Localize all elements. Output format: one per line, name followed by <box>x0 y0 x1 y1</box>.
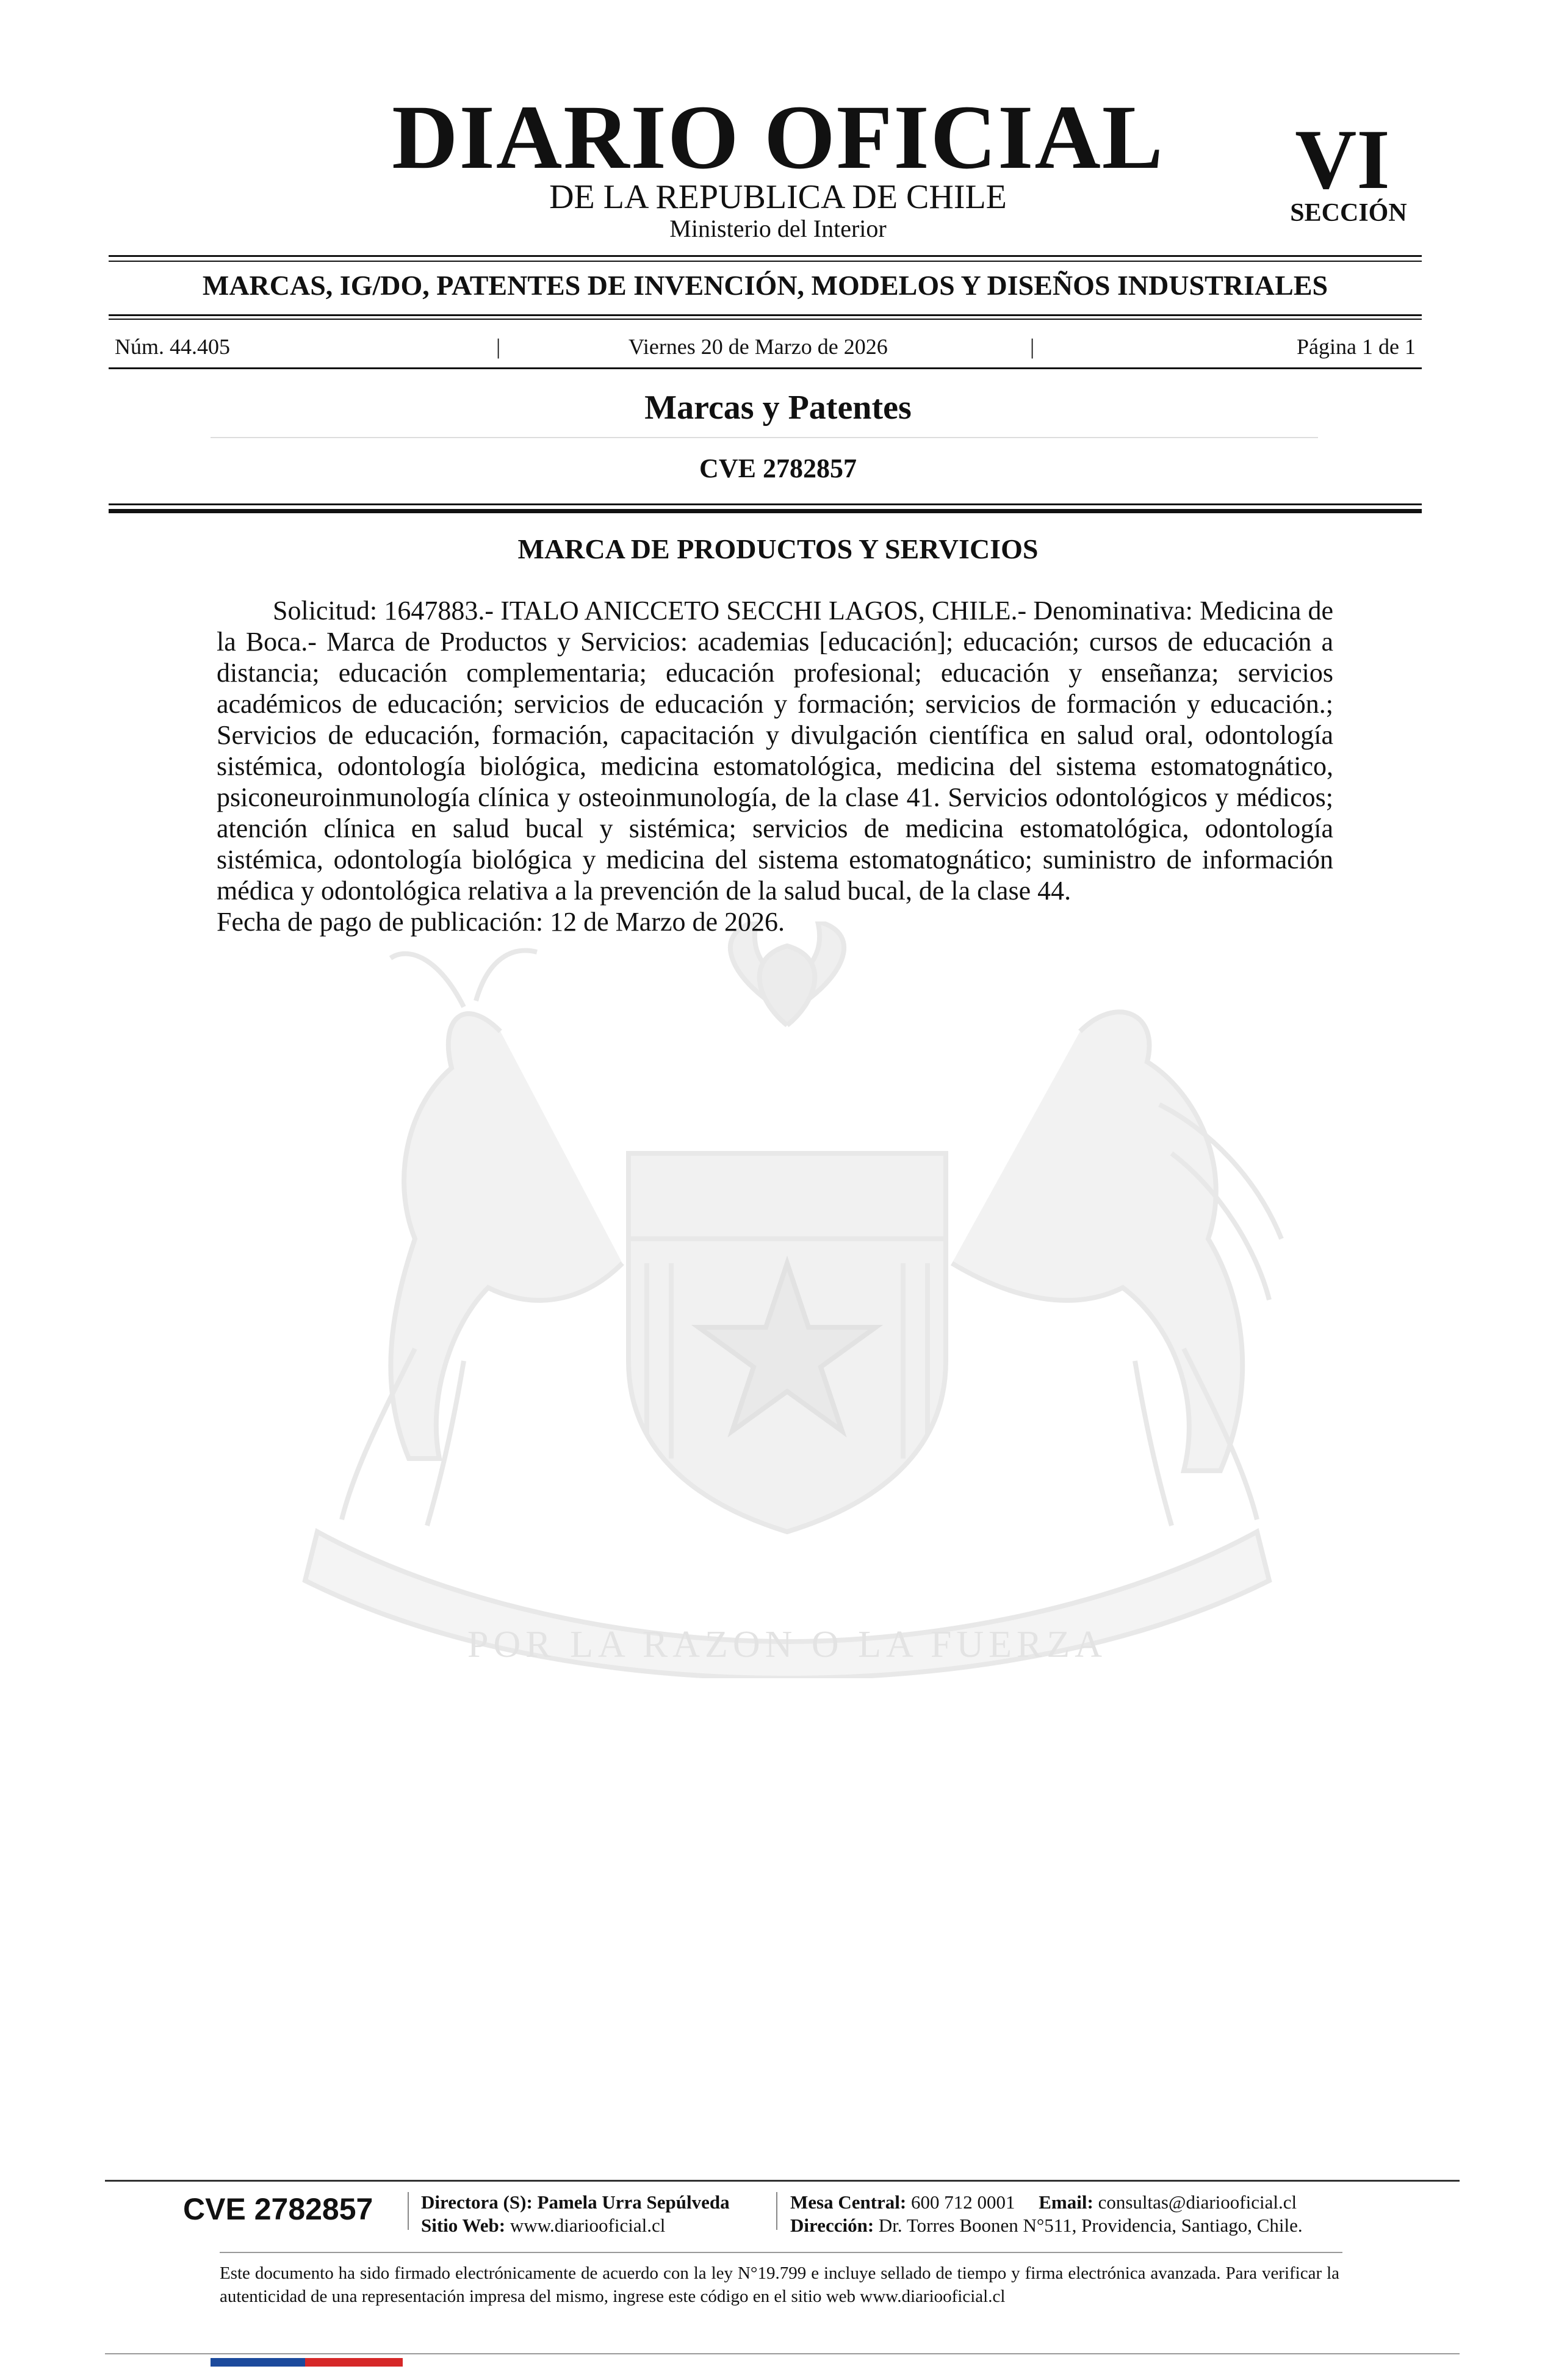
issue-number: Núm. 44.405 <box>115 334 230 359</box>
notice-title: MARCA DE PRODUCTOS Y SERVICIOS <box>517 533 1039 564</box>
topic-title: Marcas y Patentes <box>644 389 912 427</box>
footer-divider <box>408 2192 409 2230</box>
topic-rule-bottom-thick <box>109 509 1422 513</box>
footer-email-label: Email: <box>1039 2191 1093 2213</box>
header-rule-top <box>109 255 1422 257</box>
meta-separator: | <box>496 334 501 359</box>
footer-thin-rule <box>220 2252 1342 2253</box>
watermark-motto: POR LA RAZON O LA FUERZA <box>467 1624 1108 1665</box>
masthead-title: DIARIO OFICIAL <box>392 87 1164 188</box>
footer-phone-label: Mesa Central: <box>790 2191 907 2213</box>
footer-website-label: Sitio Web: <box>421 2215 506 2236</box>
coat-of-arms-watermark <box>207 921 1367 1678</box>
footer-address-label: Dirección: <box>790 2215 874 2236</box>
footer-rule <box>105 2180 1460 2182</box>
topic-rule-bottom <box>109 503 1422 505</box>
issue-date: Viernes 20 de Marzo de 2026 <box>629 334 888 359</box>
section-label: SECCIÓN <box>1290 199 1407 227</box>
masthead-ministry: Ministerio del Interior <box>669 215 887 242</box>
notice-paragraph: Solicitud: 1647883.- ITALO ANICCETO SECCHI LAGOS, CHILE.- Denominativa: Medicina de la Boca.- Marca de Productos y Servicios: academias [educación]; educación; cursos de educación a distancia; educación complementaria; educación profesional; educación y enseñanza; servicios académicos de educación; servicios de educación y formación; servicios de formación y educación.; Servicios de educación, formación, capacitación y divulgación científica en salud oral, odontología sistémica, odontología biológica, medicina estomatológica, medicina del sistema estomatognático, psiconeuroinmunología clínica y osteoinmunología, de la clase 41. Servicios odontológicos y médicos; atención clínica en salud bucal y sistémica; servicios de medicina estomatológica, odontología sistémica, odontología biológica y medicina del sistema estomatognático; suministro de información médica y odontológica relativa a la prevención de la salud bucal, de la clase 44. <box>217 596 1333 906</box>
footer-divider <box>776 2192 777 2230</box>
footer-director-block <box>421 2191 787 2237</box>
flag-stripe-red <box>305 2358 403 2367</box>
footer-bottom-rule <box>105 2353 1460 2354</box>
category-heading: MARCAS, IG/DO, PATENTES DE INVENCIÓN, MODELOS Y DISEÑOS INDUSTRIALES <box>202 270 1328 301</box>
header-rule-top-thin <box>109 261 1422 262</box>
issue-meta-row <box>115 334 1416 359</box>
footer-cve: CVE 2782857 <box>183 2192 373 2226</box>
cve-code: CVE 2782857 <box>699 453 857 483</box>
meta-rule <box>109 367 1422 369</box>
header-rule-middle-thin <box>109 319 1422 320</box>
flag-stripe-blue <box>211 2358 305 2367</box>
page-indicator: Página 1 de 1 <box>1297 334 1416 359</box>
section-number: VI <box>1295 112 1390 207</box>
footer-email-link[interactable]: consultas@diariooficial.cl <box>1098 2191 1297 2213</box>
footer-legal-notice: Este documento ha sido firmado electrónicamente de acuerdo con la ley N°19.799 e incluye sellado de tiempo y firma electrónica avanzada. Para verificar la autenticidad de una representación impresa del mismo, ingrese este código en el sitio web www.diariooficial.cl <box>220 2263 1339 2306</box>
notice-body <box>217 595 1333 937</box>
footer-director: Directora (S): Pamela Urra Sepúlveda <box>421 2191 730 2213</box>
header-rule-middle <box>109 314 1422 316</box>
topic-rule <box>211 437 1318 438</box>
meta-separator: | <box>1030 334 1035 359</box>
masthead-subtitle: DE LA REPUBLICA DE CHILE <box>549 178 1007 216</box>
footer-contact-block <box>790 2191 1370 2237</box>
footer-phone: 600 712 0001 <box>911 2191 1015 2213</box>
footer-address: Dr. Torres Boonen N°511, Providencia, Santiago, Chile. <box>878 2215 1303 2236</box>
payment-date: Fecha de pago de publicación: 12 de Marzo de 2026. <box>217 907 785 937</box>
footer-website-link[interactable]: www.diariooficial.cl <box>510 2215 666 2236</box>
